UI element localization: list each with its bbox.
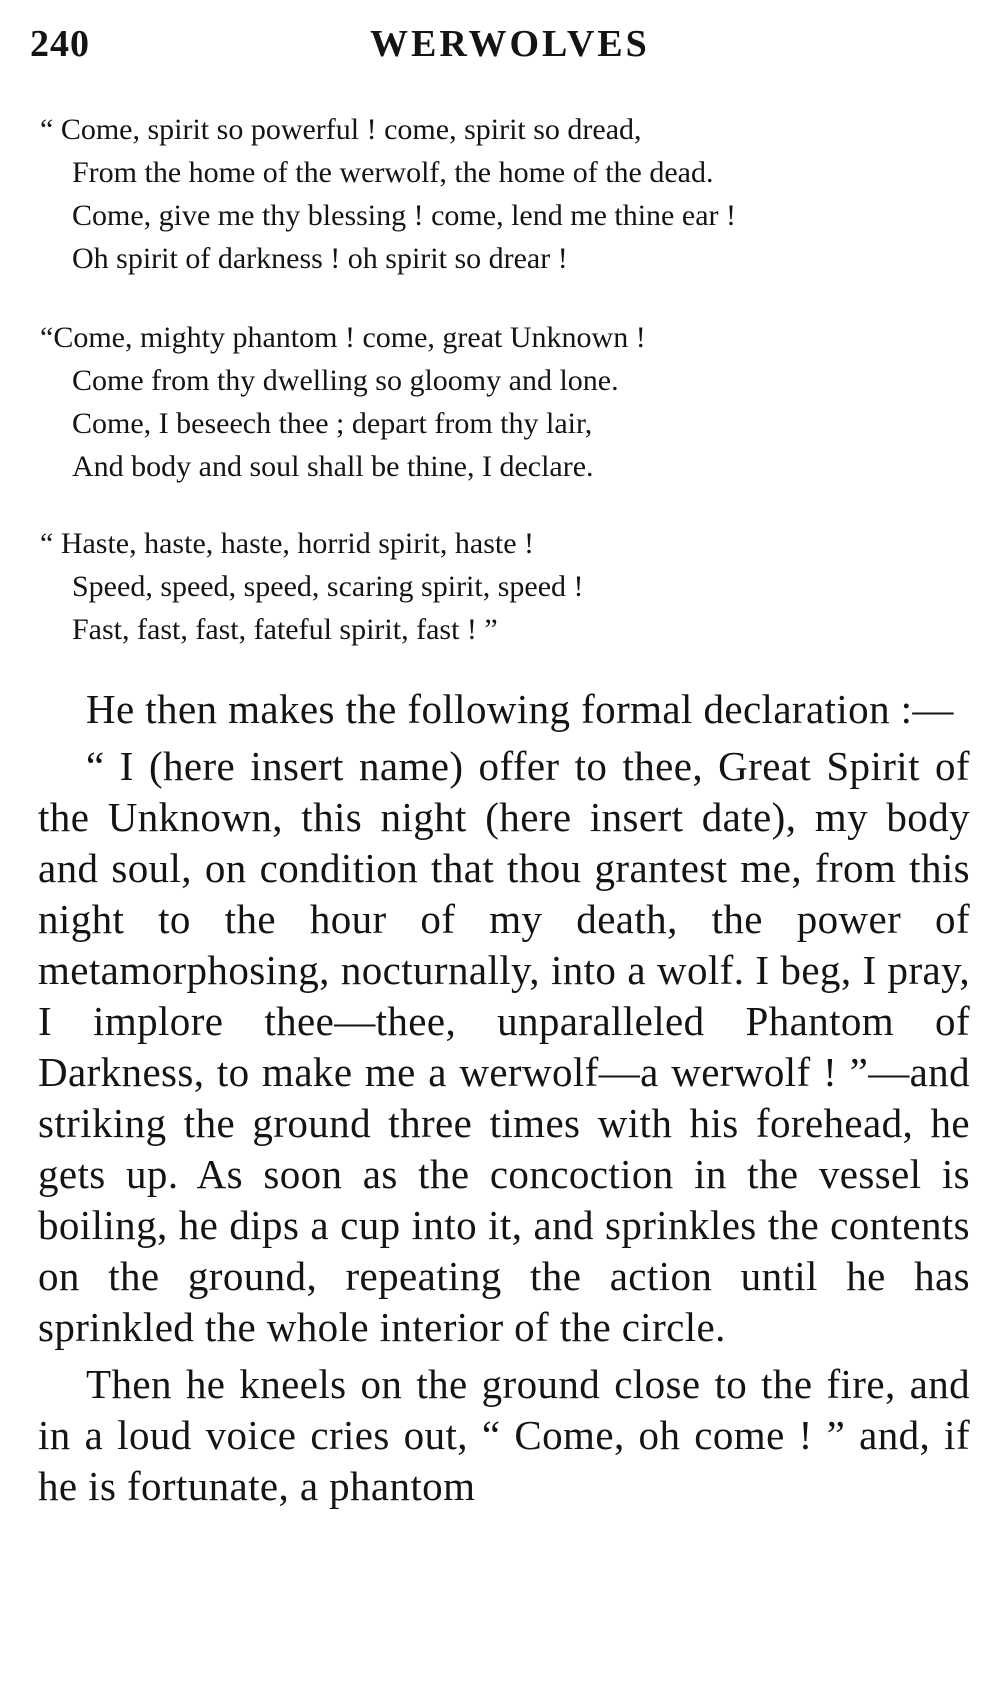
verse-line: Come, I beseech thee ; depart from thy lair, — [72, 407, 593, 440]
verse-line: From the home of the werwolf, the home of the dead. — [72, 156, 714, 189]
paragraph-declaration-intro: He then makes the following formal declaration :— — [86, 686, 954, 732]
paragraph-declaration: “ I (here insert name) offer to thee, Great Spirit of the Unknown, this night (here insert date), my body and soul, on condition that thou grantest me, from this night to the hour of my death, the power of metamorphosing, nocturnally, into a wolf. I beg, I pray, I implore thee—thee, unparalleled Phantom of Darkness, to make me a werwolf—a werwolf ! ”—and striking the ground three times with his forehead, he gets up. As soon as the concoction in the vessel is boiling, he dips a cup into it, and sprinkles the contents on the ground, repeating the action until he has sprinkled the whole interior of the circle. — [38, 743, 970, 1350]
verse-line: “ Come, spirit so powerful ! come, spirit so dread, — [40, 113, 642, 146]
poem-stanza — [40, 108, 736, 280]
poem-stanza — [40, 522, 584, 651]
poem-stanza — [40, 316, 646, 488]
verse-line: Speed, speed, speed, scaring spirit, speed ! — [72, 570, 584, 603]
verse-line: Fast, fast, fast, fateful spirit, fast ! ” — [72, 613, 498, 646]
running-head: WERWOLVES — [370, 23, 650, 65]
verse-line: “ Haste, haste, haste, horrid spirit, haste ! — [40, 527, 535, 560]
paragraph-kneels: Then he kneels on the ground close to the fire, and in a loud voice cries out, “ Come, oh come ! ” and, if he is fortunate, a phantom — [38, 1361, 970, 1509]
page-number: 240 — [30, 23, 90, 65]
verse-line: “Come, mighty phantom ! come, great Unknown ! — [40, 321, 646, 354]
verse-line: Come, give me thy blessing ! come, lend me thine ear ! — [72, 199, 736, 232]
verse-line: Come from thy dwelling so gloomy and lone. — [72, 364, 619, 397]
page-header — [30, 22, 970, 72]
verse-line: Oh spirit of darkness ! oh spirit so drear ! — [72, 242, 568, 275]
verse-line: And body and soul shall be thine, I declare. — [72, 450, 594, 483]
body-text — [38, 684, 970, 1518]
